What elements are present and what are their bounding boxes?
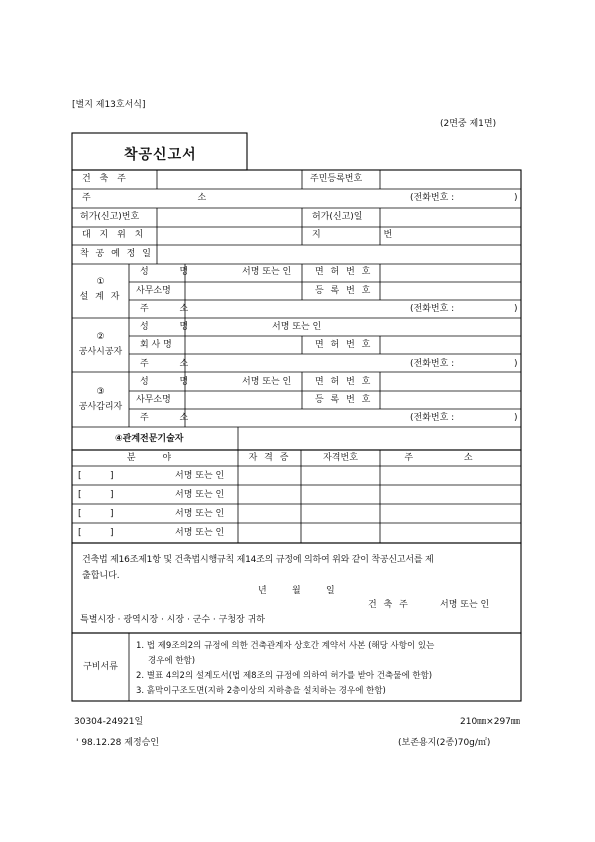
site-location-label: 대 지 위 치 [82,230,147,240]
contractor-phone-close: ) [514,359,518,369]
building-owner-field[interactable] [158,171,301,188]
expert-row-bracket-open: [ [78,471,82,481]
expert-row-sign: 서명 또는 인 [175,528,225,538]
permit-date-label: 허가(신고)일 [312,212,363,222]
expert-row-sign: 서명 또는 인 [175,490,225,500]
planned-start-field[interactable] [158,246,520,263]
experts-col-cert-number: 자격번호 [323,453,358,463]
footer-doc-code: 30304-24921일 [74,717,144,727]
contractor-license-label: 면 허 번 호 [315,340,373,350]
supervisor-registration-label: 등 록 번 호 [315,395,373,405]
footer-paper-type: (보존용지(2종)70g/㎡) [398,738,491,748]
experts-col-field: 분 야 [126,453,184,463]
designer-registration-label: 등 록 번 호 [315,286,373,296]
experts-section-label: ④관계전문기술자 [115,434,184,444]
expert-row-bracket-open: [ [78,509,82,519]
contractor-address-label: 주 소 [140,359,203,369]
expert-row-sign: 서명 또는 인 [175,509,225,519]
footer-approval: ' 98.12.28 제정승인 [76,738,160,748]
attachment-item-2: 2. 별표 4의2의 설계도서(법 제8조의 규정에 의하여 허가를 받아 건축물에 한함) [136,671,433,681]
declaration-month: 월 [292,586,301,596]
declaration-signer-label: 건 축 주 [368,600,410,610]
expert-row-bracket-close: ] [110,509,114,519]
designer-license-field[interactable] [381,265,520,281]
contractor-label: 공사시공자 [78,347,123,357]
designer-office-label: 사무소명 [136,286,171,296]
planned-start-label: 착 공 예 정 일 [80,249,153,259]
site-location-field[interactable] [158,228,301,244]
supervisor-license-field[interactable] [381,374,520,390]
designer-phone-close: ) [514,304,518,314]
expert-row-bracket-close: ] [110,490,114,500]
supervisor-number: ③ [96,387,105,397]
supervisor-license-label: 면 허 번 호 [315,377,373,387]
supervisor-label: 공사감리자 [78,402,123,412]
page-indicator: (2면중 제1면) [440,119,497,129]
contractor-phone-label: (전화번호 : [410,359,455,369]
supervisor-address-label: 주 소 [140,413,203,423]
address-phone-close: ) [514,193,518,203]
expert-row-bracket-open: [ [78,528,82,538]
experts-col-qualification: 자 격 증 [248,453,291,463]
supervisor-phone-label: (전화번호 : [410,413,455,423]
address-phone-label: (전화번호 : [410,193,455,203]
designer-office-field[interactable] [186,283,301,299]
designer-sign-text: 서명 또는 인 [242,267,292,277]
attachment-item-3: 3. 흙막이구조도면(지하 2층이상의 지하층을 설치하는 경우에 한함) [136,686,386,696]
expert-row-bracket-close: ] [110,471,114,481]
designer-address-label: 주 소 [140,304,203,314]
footer-paper-size: 210㎜×297㎜ [460,717,520,727]
resident-number-field[interactable] [381,171,520,188]
contractor-name-label: 성 명 [140,322,203,332]
form-title: 착공신고서 [124,147,197,163]
designer-license-label: 면 허 번 호 [315,267,373,277]
declaration-line2: 출합니다. [82,571,120,581]
designer-number: ① [96,277,105,287]
permit-date-field[interactable] [381,209,520,226]
designer-label: 설 계 자 [79,292,122,302]
declaration-line1: 건축법 제16조제1항 및 건축법시행규칙 제14조의 규정에 의하여 위와 같이 착공신고서를 제 [82,555,434,565]
permit-number-label: 허가(신고)번호 [80,212,140,222]
designer-phone-label: (전화번호 : [410,304,455,314]
lot-number-label: 지 번 [312,230,423,240]
permit-number-field[interactable] [158,209,301,226]
supervisor-office-field[interactable] [186,392,301,408]
address-field[interactable] [158,190,408,207]
declaration-recipient: 특별시장 · 광역시장 · 시장 · 군수 · 구청장 귀하 [80,615,265,625]
supervisor-sign-text: 서명 또는 인 [242,377,292,387]
contractor-company-label: 회 사 명 [140,340,172,350]
building-owner-label: 건 축 주 [82,174,129,184]
contractor-sign-text: 서명 또는 인 [272,322,322,332]
expert-row-sign: 서명 또는 인 [175,471,225,481]
supervisor-name-label: 성 명 [140,377,203,387]
declaration-year: 년 [258,586,267,596]
expert-row-bracket-close: ] [110,528,114,538]
declaration-day: 일 [326,586,335,596]
address-label: 주 소 [82,193,259,203]
supervisor-office-label: 사무소명 [136,395,171,405]
supervisor-phone-close: ) [514,413,518,423]
supervisor-registration-field[interactable] [381,392,520,408]
contractor-company-field[interactable] [186,337,301,353]
attachments-label: 구비서류 [83,662,118,672]
expert-row-bracket-open: [ [78,490,82,500]
resident-number-label: 주민등록번호 [310,174,363,184]
form-number: [별지 제13호서식] [72,100,146,110]
attachment-item-1-line1: 1. 법 제9조의2의 규정에 의한 건축관계자 상호간 계약서 사본 (해당 사항이 있는 [136,641,435,651]
declaration-sign-text: 서명 또는 인 [440,600,490,610]
attachment-item-1-line2: 경우에 한함) [148,656,196,666]
designer-name-label: 성 명 [140,267,203,277]
designer-registration-field[interactable] [381,283,520,299]
contractor-number: ② [96,332,105,342]
lot-number-field[interactable] [381,228,520,244]
contractor-license-field[interactable] [381,337,520,353]
experts-col-address: 주 소 [404,453,497,463]
